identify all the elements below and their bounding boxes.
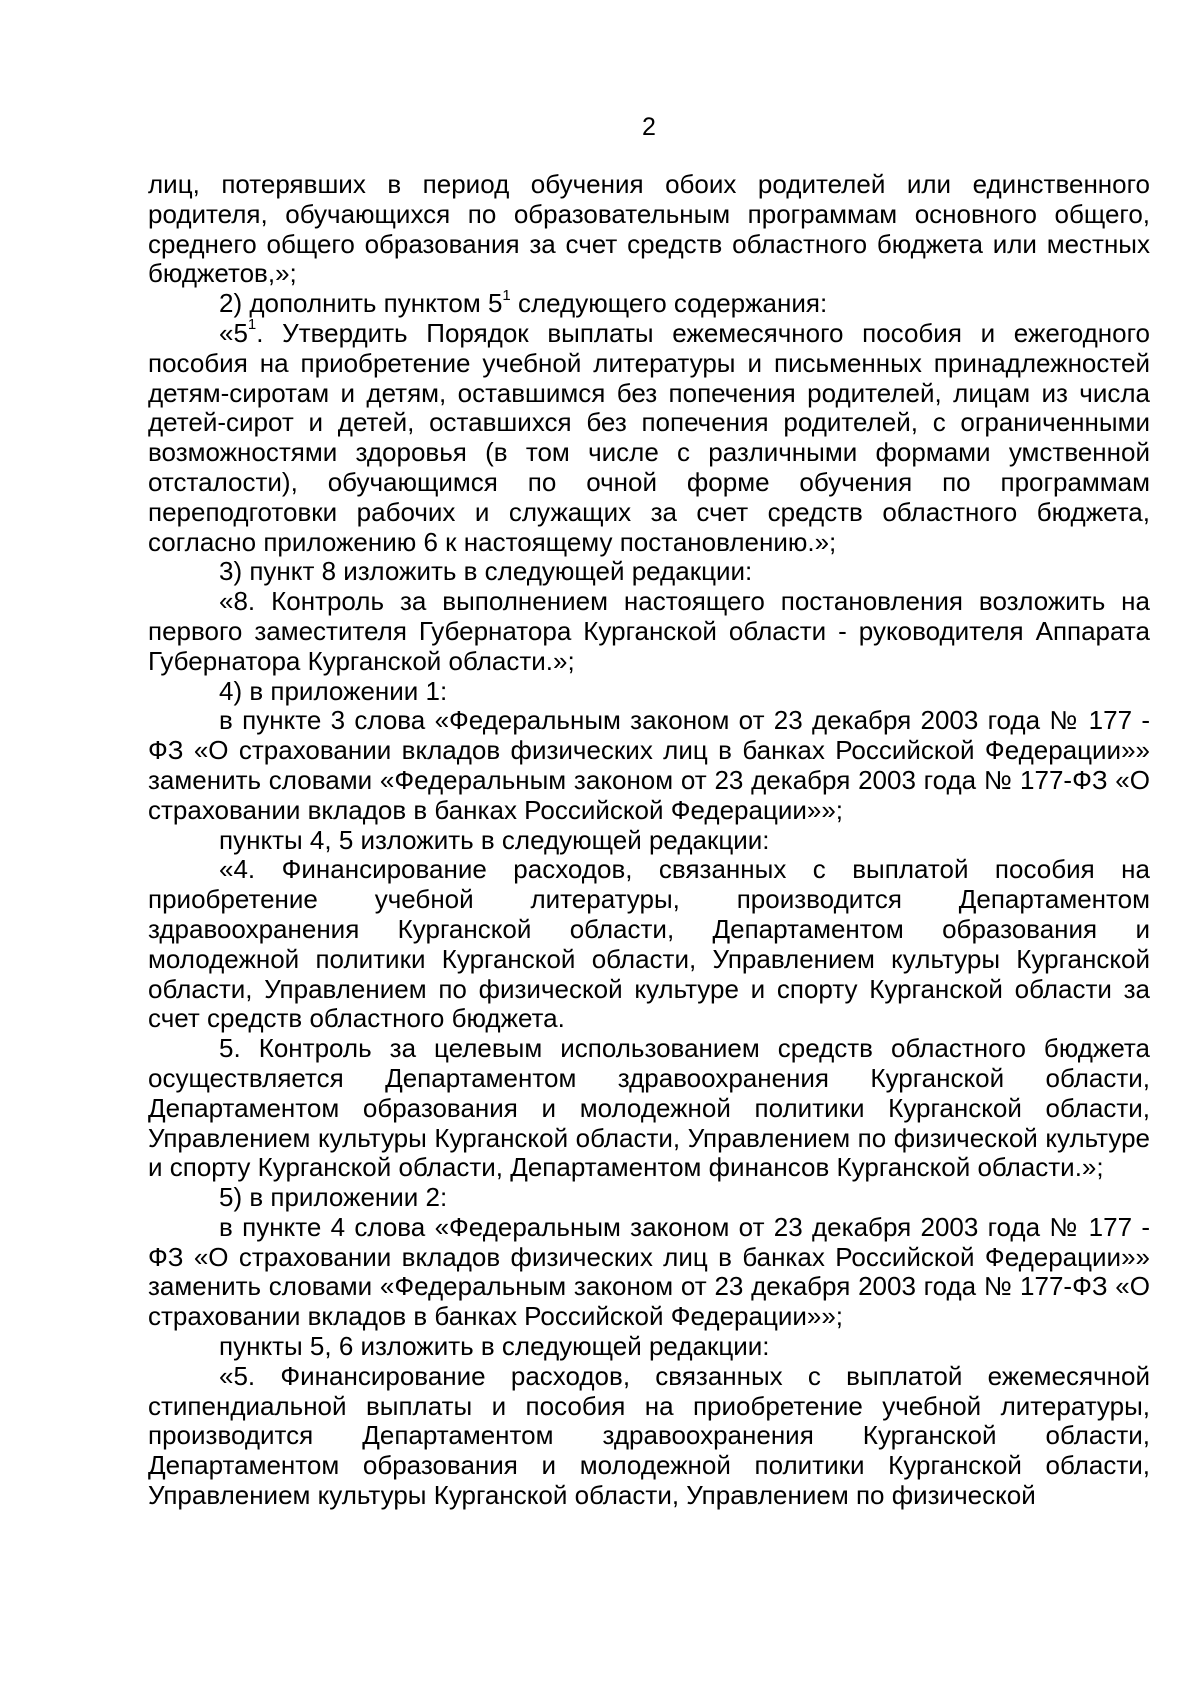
paragraph-7: в пункте 3 слова «Федеральным законом от 23 декабря 2003 года № 177 - ФЗ «О страховании вкладов физических лиц в банках Российской Федерации»» заменить словами «Федеральным законом от 23 декабря 2003 года № 177-ФЗ «О страховании вкладов в банках Российской Федерации»»; [148, 705, 1150, 825]
paragraph-5: «8. Контроль за выполнением настоящего постановления возложить на первого заместителя Губернатора Курганской области - руководителя Аппарата Губернатора Курганской области.»; [148, 586, 1150, 676]
paragraph-3 [148, 316, 1150, 557]
paragraph-8: пункты 4, 5 изложить в следующей редакции: [219, 824, 770, 855]
paragraph-3-end: . Утвердить Порядок выплаты ежемесячного пособия и ежегодного пособия на приобретение учебной литературы и письменных принадлежностей детям-сиротам и детям, оставшимся без попечения родителей, лицам из числа детей-сирот и детей, оставшихся без попечения родителей, с ограниченными возможностями здоровья (в том числе с различными формами умственной отсталости), обучающимся по очной форме обучения по программам переподготовки рабочих и служащих за счет средств областного бюджета, согласно приложению 6 к настоящему постановлению.»; [148, 317, 1150, 557]
paragraph-6: 4) в приложении 1: [219, 675, 448, 706]
superscript-1: 1 [502, 286, 511, 304]
paragraph-13: пункты 5, 6 изложить в следующей редакции: [219, 1331, 770, 1362]
paragraph-10: 5. Контроль за целевым использованием средств областного бюджета осуществляется Департаментом здравоохранения Курганской области, Департаментом образования и молодежной политики Курганской области, Управлением культуры Курганской области, Управлением по физической культуре и спорту Курганской области, Департаментом финансов Курганской области.»; [148, 1033, 1150, 1183]
paragraph-11: 5) в приложении 2: [219, 1182, 448, 1213]
paragraph-14: «5. Финансирование расходов, связанных с выплатой ежемесячной стипендиальной выплаты и пособия на приобретение учебной литературы, производится Департаментом здравоохранения Курганской области, Департаментом образования и молодежной политики Курганской области, Управлением культуры Курганской области, Управлением по физической [148, 1360, 1150, 1511]
document-body [148, 170, 1150, 1511]
paragraph-12: в пункте 4 слова «Федеральным законом от 23 декабря 2003 года № 177 - ФЗ «О страховании вкладов физических лиц в банках Российской Федерации»» заменить словами «Федеральным законом от 23 декабря 2003 года № 177-ФЗ «О страховании вкладов в банках Российской Федерации»»; [148, 1211, 1150, 1332]
paragraph-2 [148, 286, 1150, 319]
paragraph-9: «4. Финансирование расходов, связанных с выплатой пособия на приобретение учебной литературы, производится Департаментом здравоохранения Курганской области, Департаментом образования и молодежной политики Курганской области, Управлением культуры Курганской области, Управлением по физической культуре и спорту Курганской области за счет средств областного бюджета. [148, 854, 1150, 1034]
paragraph-1: лиц, потерявших в период обучения обоих родителей или единственного родителя, обучающихся по образовательным программам основного общего, среднего общего образования за счет средств областного бюджета или местных бюджетов,»; [148, 169, 1150, 289]
paragraph-3-start: «5 [219, 317, 248, 348]
paragraph-2-start: 2) дополнить пунктом 5 [219, 288, 503, 319]
paragraph-4: 3) пункт 8 изложить в следующей редакции: [219, 556, 753, 587]
document-page [148, 0, 1150, 1698]
superscript-1: 1 [247, 316, 257, 334]
paragraph-2-end: следующего содержания: [510, 288, 828, 319]
page-number: 2 [642, 113, 656, 141]
